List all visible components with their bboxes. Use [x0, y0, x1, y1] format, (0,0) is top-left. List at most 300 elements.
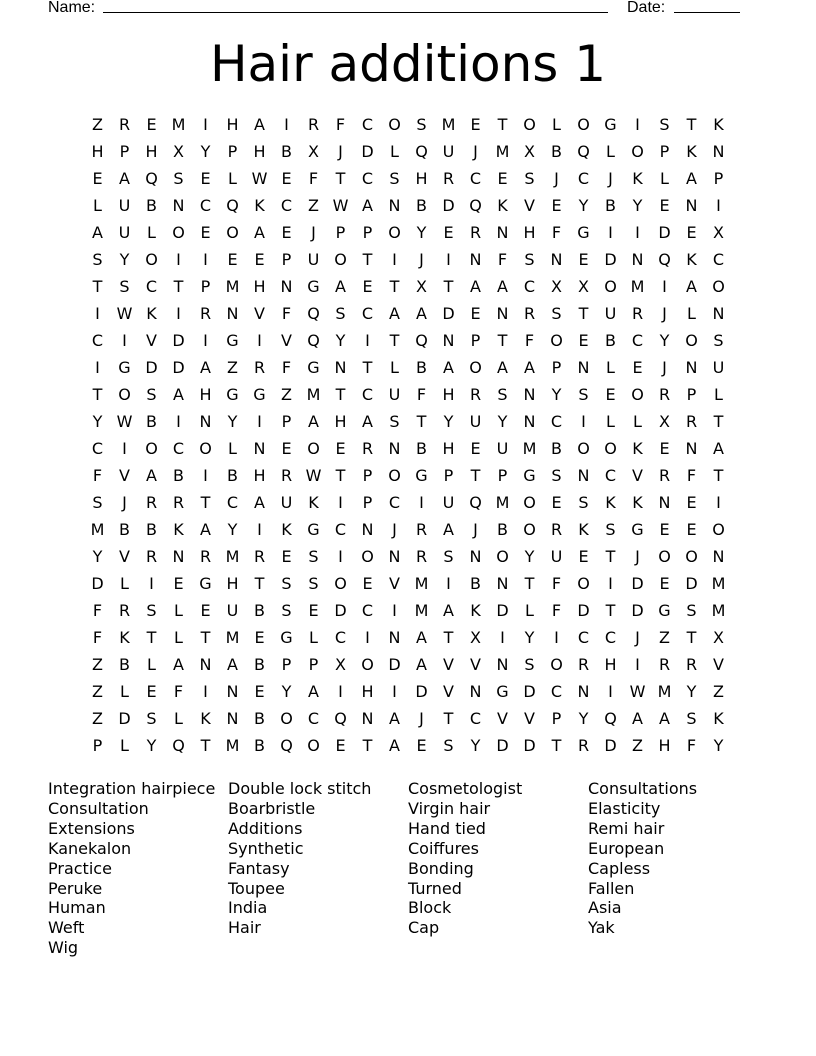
grid-letter: T [389, 331, 400, 350]
grid-letter: D [442, 304, 455, 323]
grid-letter: L [228, 439, 237, 458]
grid-letter: U [442, 142, 455, 161]
grid-letter: N [172, 196, 185, 215]
grid-letter: O [172, 223, 185, 242]
grid-letter: R [253, 547, 266, 566]
grid-letter: V [119, 466, 130, 485]
grid-row [84, 354, 732, 381]
grid-letter: U [280, 493, 293, 512]
grid-letter: B [254, 709, 265, 728]
grid-letter: I [176, 250, 181, 269]
grid-letter: L [687, 304, 696, 323]
grid-letter: R [415, 547, 428, 566]
grid-letter: X [713, 223, 724, 242]
grid-letter: Y [227, 412, 238, 431]
grid-letter: Z [308, 196, 319, 215]
grid-letter: A [335, 277, 346, 296]
grid-letter: E [362, 277, 373, 296]
grid-letter: G [307, 277, 320, 296]
grid-letter: Y [200, 142, 211, 161]
grid-letter: E [659, 520, 670, 539]
grid-letter: H [442, 439, 455, 458]
grid-letter: N [253, 439, 266, 458]
grid-letter: D [91, 574, 104, 593]
grid-letter: E [308, 601, 319, 620]
grid-letter: N [712, 142, 725, 161]
grid-letter: A [443, 601, 454, 620]
grid-letter: K [281, 520, 292, 539]
grid-letter: R [685, 655, 698, 674]
grid-letter: Y [443, 412, 454, 431]
grid-letter: U [496, 439, 509, 458]
grid-letter: F [281, 304, 292, 323]
grid-letter: W [251, 169, 268, 188]
grid-letter: I [257, 520, 262, 539]
grid-letter: N [712, 304, 725, 323]
word-list-item: Remi hair [588, 818, 665, 838]
grid-letter: I [284, 115, 289, 134]
grid-letter: R [577, 736, 590, 755]
grid-letter: G [307, 358, 320, 377]
grid-letter: D [604, 250, 617, 269]
grid-letter: D [577, 601, 590, 620]
grid-letter: N [280, 277, 293, 296]
grid-letter: A [443, 520, 454, 539]
grid-letter: S [497, 385, 508, 404]
grid-letter: Z [92, 655, 103, 674]
grid-letter: P [281, 655, 292, 674]
grid-letter: B [227, 466, 238, 485]
word-list [48, 779, 768, 958]
grid-letter: N [388, 439, 401, 458]
grid-letter: J [473, 520, 478, 539]
grid-letter: Q [469, 196, 482, 215]
grid-letter: B [551, 142, 562, 161]
grid-letter: H [415, 169, 428, 188]
grid-letter: A [173, 385, 184, 404]
grid-letter: O [334, 574, 347, 593]
grid-letter: O [523, 520, 536, 539]
grid-letter: R [172, 493, 185, 512]
grid-row [84, 651, 732, 678]
grid-letter: N [361, 709, 374, 728]
grid-letter: J [635, 547, 640, 566]
grid-row [84, 381, 732, 408]
grid-letter: X [659, 412, 670, 431]
grid-letter: E [470, 439, 481, 458]
grid-letter: F [686, 466, 697, 485]
grid-letter: K [578, 520, 589, 539]
grid-letter: S [443, 736, 454, 755]
grid-letter: O [604, 277, 617, 296]
grid-letter: R [199, 304, 212, 323]
grid-letter: D [442, 196, 455, 215]
grid-letter: G [604, 115, 617, 134]
grid-letter: O [604, 439, 617, 458]
grid-letter: T [713, 412, 724, 431]
grid-row [84, 300, 732, 327]
grid-letter: E [281, 223, 292, 242]
grid-letter: V [389, 574, 400, 593]
word-list-item: Toupee [228, 878, 285, 898]
grid-letter: S [524, 655, 535, 674]
grid-letter: O [280, 709, 293, 728]
grid-letter: Y [524, 547, 535, 566]
grid-letter: I [365, 628, 370, 647]
grid-letter: T [605, 547, 616, 566]
grid-letter: M [414, 601, 429, 620]
grid-letter: T [524, 574, 535, 593]
grid-letter: P [119, 142, 130, 161]
grid-letter: I [446, 250, 451, 269]
grid-letter: E [227, 250, 238, 269]
grid-letter: A [200, 520, 211, 539]
grid-letter: V [470, 655, 481, 674]
grid-letter: E [551, 196, 562, 215]
word-list-item: Virgin hair [408, 798, 491, 818]
grid-letter: R [118, 601, 131, 620]
word-list-item: Consultations [588, 779, 698, 798]
grid-letter: O [388, 466, 401, 485]
grid-letter: A [119, 169, 130, 188]
grid-letter: H [226, 574, 239, 593]
grid-letter: J [122, 493, 127, 512]
grid-letter: Q [145, 169, 158, 188]
grid-letter: O [226, 223, 239, 242]
grid-letter: C [172, 439, 185, 458]
grid-letter: S [389, 169, 400, 188]
grid-letter: A [416, 655, 427, 674]
grid-letter: N [685, 358, 698, 377]
grid-letter: A [416, 628, 427, 647]
grid-letter: I [95, 358, 100, 377]
grid-letter: Y [497, 412, 508, 431]
grid-letter: P [551, 358, 562, 377]
grid-letter: L [120, 736, 129, 755]
grid-letter: O [469, 358, 482, 377]
grid-letter: T [605, 601, 616, 620]
grid-row [84, 543, 732, 570]
grid-letter: P [362, 223, 373, 242]
grid-letter: H [361, 682, 374, 701]
word-list-item: Elasticity [588, 798, 661, 818]
grid-letter: J [554, 169, 559, 188]
grid-letter: M [711, 601, 726, 620]
grid-row [84, 165, 732, 192]
grid-letter: U [712, 358, 725, 377]
grid-letter: S [119, 277, 130, 296]
grid-letter: N [577, 682, 590, 701]
word-list-column [48, 779, 228, 958]
grid-letter: C [577, 628, 590, 647]
grid-letter: E [254, 682, 265, 701]
grid-letter: E [659, 196, 670, 215]
grid-row [84, 462, 732, 489]
grid-row [84, 678, 732, 705]
grid-letter: F [281, 358, 292, 377]
grid-letter: I [716, 196, 721, 215]
grid-letter: X [470, 628, 481, 647]
grid-letter: V [443, 682, 454, 701]
grid-letter: Q [658, 250, 671, 269]
grid-letter: C [361, 169, 374, 188]
grid-letter: M [225, 547, 240, 566]
grid-letter: O [658, 547, 671, 566]
grid-letter: K [605, 493, 616, 512]
grid-letter: V [524, 709, 535, 728]
grid-letter: A [146, 466, 157, 485]
grid-letter: T [389, 277, 400, 296]
word-list-column [228, 779, 408, 958]
grid-letter: R [469, 385, 482, 404]
grid-letter: J [662, 304, 667, 323]
grid-letter: V [524, 196, 535, 215]
grid-letter: W [116, 412, 133, 431]
word-list-item: European [588, 838, 665, 858]
grid-letter: R [658, 655, 671, 674]
grid-letter: A [389, 709, 400, 728]
grid-letter: R [685, 412, 698, 431]
grid-letter: F [686, 736, 697, 755]
grid-letter: S [92, 250, 103, 269]
grid-letter: F [92, 466, 103, 485]
grid-letter: N [199, 655, 212, 674]
grid-letter: R [361, 439, 374, 458]
grid-letter: M [414, 574, 429, 593]
grid-letter: K [308, 493, 319, 512]
grid-letter: H [145, 142, 158, 161]
grid-letter: Q [226, 196, 239, 215]
grid-letter: F [551, 223, 562, 242]
grid-letter: I [365, 331, 370, 350]
grid-letter: C [550, 682, 563, 701]
grid-letter: C [631, 331, 644, 350]
word-list-item: Fantasy [228, 858, 290, 878]
grid-letter: E [443, 223, 454, 242]
grid-letter: T [416, 412, 427, 431]
grid-letter: G [226, 385, 239, 404]
grid-letter: T [686, 628, 697, 647]
grid-letter: G [280, 628, 293, 647]
grid-letter: N [550, 250, 563, 269]
grid-letter: P [362, 466, 373, 485]
grid-letter: X [578, 277, 589, 296]
grid-letter: Y [470, 736, 481, 755]
grid-letter: B [605, 196, 616, 215]
grid-letter: G [118, 358, 131, 377]
grid-letter: I [446, 574, 451, 593]
grid-letter: M [90, 520, 105, 539]
grid-letter: P [308, 655, 319, 674]
grid-letter: I [257, 331, 262, 350]
grid-letter: T [335, 385, 346, 404]
grid-letter: H [253, 142, 266, 161]
grid-letter: J [608, 169, 613, 188]
grid-letter: F [497, 250, 508, 269]
grid-letter: T [443, 709, 454, 728]
grid-letter: A [443, 358, 454, 377]
grid-letter: L [309, 628, 318, 647]
grid-letter: Y [281, 682, 292, 701]
grid-letter: L [147, 655, 156, 674]
word-list-item: Consultation [48, 798, 149, 818]
word-list-item: Integration hairpiece [48, 779, 216, 798]
grid-letter: B [146, 196, 157, 215]
word-list-item: Turned [408, 878, 462, 898]
grid-letter: K [119, 628, 130, 647]
grid-letter: E [335, 439, 346, 458]
grid-letter: M [306, 385, 321, 404]
grid-letter: H [523, 223, 536, 242]
grid-letter: C [388, 493, 401, 512]
grid-letter: A [389, 304, 400, 323]
grid-letter: A [416, 304, 427, 323]
grid-letter: E [362, 574, 373, 593]
grid-letter: D [523, 736, 536, 755]
grid-letter: Q [334, 709, 347, 728]
grid-letter: K [686, 142, 697, 161]
grid-letter: G [658, 601, 671, 620]
grid-letter: O [550, 331, 563, 350]
grid-letter: O [631, 142, 644, 161]
grid-letter: G [415, 466, 428, 485]
word-list-item: Double lock stitch [228, 779, 372, 798]
grid-letter: Y [524, 628, 535, 647]
grid-letter: E [686, 520, 697, 539]
grid-letter: L [525, 601, 534, 620]
grid-letter: A [686, 169, 697, 188]
grid-letter: A [713, 439, 724, 458]
grid-letter: Q [604, 709, 617, 728]
grid-letter: I [203, 250, 208, 269]
grid-letter: A [389, 736, 400, 755]
grid-letter: O [361, 547, 374, 566]
grid-letter: I [149, 574, 154, 593]
grid-letter: N [469, 250, 482, 269]
grid-letter: S [524, 250, 535, 269]
grid-letter: D [631, 574, 644, 593]
grid-letter: D [604, 736, 617, 755]
grid-letter: Y [659, 331, 670, 350]
grid-letter: N [388, 196, 401, 215]
grid-letter: U [388, 385, 401, 404]
grid-letter: Q [307, 304, 320, 323]
grid-letter: Q [280, 736, 293, 755]
grid-letter: H [658, 736, 671, 755]
grid-letter: W [332, 196, 349, 215]
grid-letter: O [577, 115, 590, 134]
grid-letter: V [254, 304, 265, 323]
grid-letter: S [443, 547, 454, 566]
grid-letter: J [419, 250, 424, 269]
grid-letter: Y [335, 331, 346, 350]
grid-letter: S [686, 709, 697, 728]
grid-letter: T [362, 358, 373, 377]
grid-letter: L [228, 169, 237, 188]
grid-letter: O [388, 223, 401, 242]
grid-letter: E [146, 682, 157, 701]
grid-letter: H [334, 412, 347, 431]
grid-letter: G [253, 385, 266, 404]
grid-letter: D [334, 601, 347, 620]
grid-letter: O [334, 250, 347, 269]
grid-letter: N [226, 682, 239, 701]
grid-letter: K [497, 196, 508, 215]
grid-letter: C [334, 628, 347, 647]
grid-letter: Z [92, 115, 103, 134]
grid-letter: Y [632, 196, 643, 215]
grid-letter: I [392, 250, 397, 269]
grid-letter: P [551, 709, 562, 728]
grid-row [84, 111, 732, 138]
grid-letter: O [712, 520, 725, 539]
grid-letter: W [305, 466, 322, 485]
grid-letter: J [311, 223, 316, 242]
grid-letter: R [307, 115, 320, 134]
word-list-item: Extensions [48, 818, 135, 838]
word-list-item: Additions [228, 818, 303, 838]
grid-letter: N [469, 682, 482, 701]
grid-letter: K [632, 169, 643, 188]
grid-letter: L [147, 223, 156, 242]
grid-letter: N [496, 304, 509, 323]
grid-letter: T [92, 277, 103, 296]
grid-letter: N [631, 250, 644, 269]
grid-letter: O [118, 385, 131, 404]
grid-letter: A [497, 277, 508, 296]
grid-letter: E [254, 628, 265, 647]
grid-row [84, 597, 732, 624]
grid-letter: A [686, 277, 697, 296]
grid-letter: D [631, 601, 644, 620]
grid-letter: S [524, 169, 535, 188]
grid-letter: I [635, 655, 640, 674]
grid-letter: G [631, 520, 644, 539]
word-list-item: Synthetic [228, 838, 304, 858]
grid-letter: P [497, 466, 508, 485]
grid-letter: G [199, 574, 212, 593]
grid-letter: S [146, 385, 157, 404]
grid-letter: C [361, 304, 374, 323]
word-list-item: Coiffures [408, 838, 479, 858]
grid-letter: J [473, 142, 478, 161]
grid-letter: E [281, 439, 292, 458]
grid-letter: D [361, 142, 374, 161]
grid-letter: Q [469, 493, 482, 512]
grid-row [84, 624, 732, 651]
grid-letter: D [523, 682, 536, 701]
grid-letter: H [91, 142, 104, 161]
grid-letter: A [497, 358, 508, 377]
grid-letter: Q [577, 142, 590, 161]
grid-letter: C [145, 277, 158, 296]
grid-row [84, 489, 732, 516]
grid-letter: X [524, 142, 535, 161]
grid-letter: M [171, 115, 186, 134]
grid-row [84, 246, 732, 273]
grid-letter: E [335, 736, 346, 755]
grid-letter: R [145, 547, 158, 566]
grid-letter: D [496, 601, 509, 620]
grid-letter: P [227, 142, 238, 161]
grid-letter: K [686, 250, 697, 269]
grid-letter: A [173, 655, 184, 674]
grid-letter: T [362, 250, 373, 269]
grid-letter: U [307, 250, 320, 269]
grid-letter: I [203, 682, 208, 701]
word-list-item: Weft [48, 918, 85, 938]
grid-letter: C [550, 412, 563, 431]
